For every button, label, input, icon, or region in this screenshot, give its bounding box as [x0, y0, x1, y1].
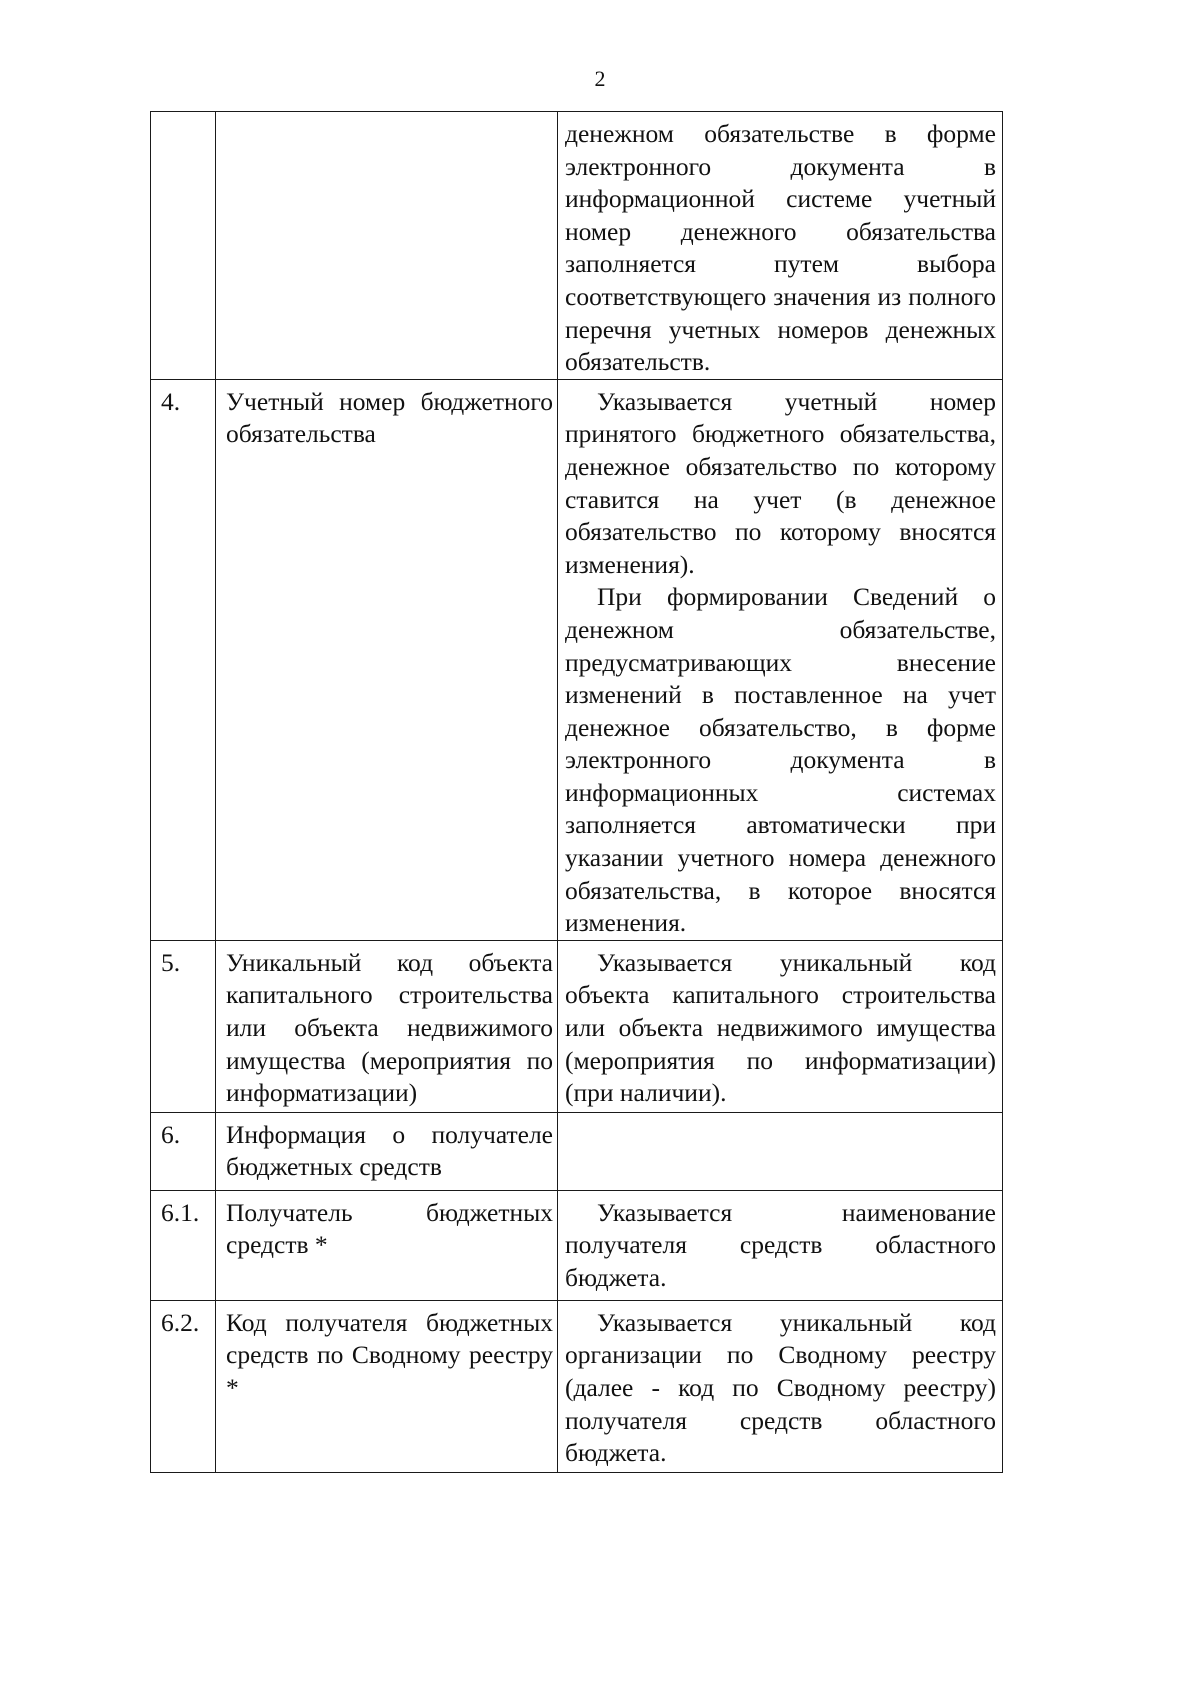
row-description-cell — [558, 1300, 1003, 1472]
row-description-cell — [558, 1112, 1003, 1190]
row-description-cell — [558, 112, 1003, 380]
table-row — [151, 1112, 1003, 1190]
row-description-cell — [558, 1190, 1003, 1300]
document-table — [150, 111, 1003, 1473]
row-number-cell: 6.2. — [151, 1300, 216, 1472]
row-number-cell: 6. — [151, 1112, 216, 1190]
row-name-cell: Уникальный код объекта капитального строительства или объекта недвижимого имущества (мероприятия по информатизации) — [216, 940, 558, 1112]
description-paragraph: Указывается наименование получателя средств областного бюджета. — [565, 1197, 996, 1293]
table-row — [151, 379, 1003, 940]
description-paragraph: денежном обязательстве в форме электронного документа в информационной системе учетный номер денежного обязательства заполняется путем выбора соответствующего значения из полного перечня учетных номеров денежных обязательств. — [565, 119, 996, 377]
description-paragraph: Указывается учетный номер принятого бюджетного обязательства, денежное обязательство по которому ставится на учет (в денежное обязательство по которому вносятся изменения). — [565, 386, 996, 579]
row-number-cell: 5. — [151, 940, 216, 1112]
row-number-cell: 6.1. — [151, 1190, 216, 1300]
page-number: 2 — [594, 66, 606, 91]
row-name-cell: Информация о получателе бюджетных средств — [216, 1112, 558, 1190]
table-row — [151, 1300, 1003, 1472]
description-paragraph: Указывается уникальный код организации по Сводному реестру (далее - код по Сводному реестру) получателя средств областного бюджета. — [565, 1307, 996, 1468]
row-name-cell: Учетный номер бюджетного обязательства — [216, 379, 558, 940]
table-row — [151, 1190, 1003, 1300]
row-description-cell — [558, 940, 1003, 1112]
table-row — [151, 940, 1003, 1112]
row-number-cell: 4. — [151, 379, 216, 940]
description-paragraph: Указывается уникальный код объекта капитального строительства или объекта недвижимого имущества (мероприятия по информатизации) (при наличии). — [565, 947, 996, 1108]
table-row — [151, 112, 1003, 380]
row-name-cell: Получатель бюджетных средств * — [216, 1190, 558, 1300]
row-name-cell — [216, 112, 558, 380]
row-number-cell — [151, 112, 216, 380]
description-paragraph: При формировании Сведений о денежном обязательстве, предусматривающих внесение изменений в поставленное на учет денежное обязательство, в форме электронного документа в информационных системах заполняется автоматически при указании учетного номера денежного обязательства, в которое вносятся изменения. — [565, 582, 996, 938]
row-description-cell — [558, 379, 1003, 940]
row-name-cell: Код получателя бюджетных средств по Сводному реестру * — [216, 1300, 558, 1472]
